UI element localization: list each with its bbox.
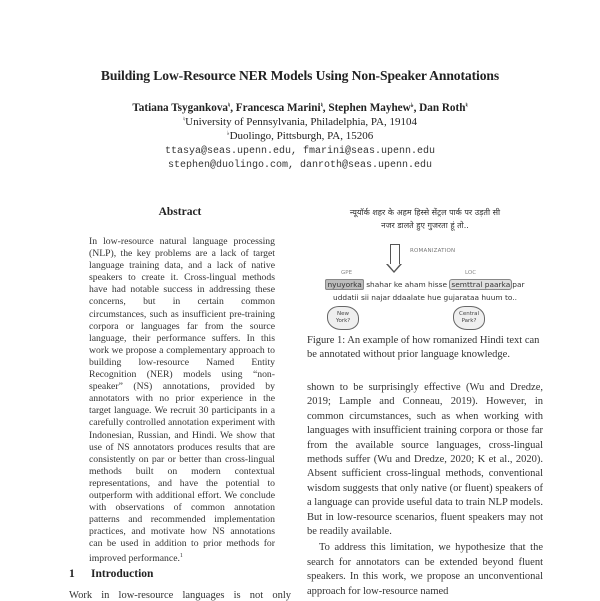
- author-list: Tatiana Tsygankova♮, Francesca Marini♮, Stephen Mayhew♭, Dan Roth♮: [132, 102, 468, 114]
- section-number: 1: [69, 568, 75, 580]
- romanized-line-1: [305, 280, 545, 289]
- author-name: Dan Roth: [419, 102, 466, 114]
- romanized-line-2: uddatii sii najar ddaalate hue gujarataa huum to..: [333, 293, 517, 302]
- affiliation-upenn: [0, 116, 600, 128]
- paper-title: Building Low-Resource NER Models Using Non-Speaker Annotations: [100, 68, 500, 83]
- cloud-text: York?: [335, 318, 351, 324]
- email-line-2: stephen@duolingo.com, danroth@seas.upenn.edu: [167, 160, 433, 171]
- footnote-mark: 1: [179, 553, 183, 560]
- affiliation-duolingo: [0, 130, 600, 142]
- entity-highlight-gpe: nyuyorka: [327, 280, 362, 289]
- cloud-text: New: [337, 311, 349, 317]
- affiliation-text: University of Pennsylvania, Philadelphia, PA, 19104: [185, 116, 417, 128]
- email-line-1: ttasya@seas.upenn.edu, fmarini@seas.upenn.edu: [164, 146, 436, 157]
- figure-1: [305, 204, 545, 354]
- cloud-text: Central: [458, 311, 480, 317]
- romanization-label: ROMANIZATION: [410, 248, 456, 254]
- section-title: Introduction: [91, 568, 154, 580]
- gpe-tag: GPE: [341, 270, 353, 276]
- thought-cloud-central-park: [453, 306, 485, 330]
- author-name: Stephen Mayhew: [328, 102, 411, 114]
- section-heading-introduction: [69, 568, 153, 580]
- thought-cloud-new-york: [327, 306, 359, 330]
- abstract-heading: Abstract: [158, 206, 202, 218]
- cloud-text: Park?: [461, 318, 477, 324]
- paragraph: To address this limitation, we hypothesize that the search for annotators can be extended beyond fluent speakers. In this work, we propose an unconventional approach for low-resource named: [307, 542, 543, 597]
- loc-tag: LOC: [465, 270, 477, 276]
- figure-1-caption: Figure 1: An example of how romanized Hindi text can be annotated without prior language knowledge.: [307, 335, 540, 360]
- affiliation-mark: ♮: [228, 103, 231, 109]
- abstract-body: [89, 236, 275, 566]
- hindi-text-line-1: न्यूयॉर्क शहर के अहम हिस्से सेंट्रल पार्क पर उड़ती सी: [349, 208, 501, 217]
- hindi-text-line-2: नजर डालते हुए गुजरता हूं तो..: [381, 221, 469, 230]
- affiliation-mark: ♭: [410, 103, 414, 109]
- author-name: Francesca Marini: [235, 102, 321, 114]
- romanized-text: shahar ke aham hisse: [363, 280, 450, 289]
- down-arrow-icon: [390, 244, 400, 265]
- entity-highlight-loc: semttral paarka: [451, 280, 511, 289]
- romanized-text: par: [512, 280, 525, 289]
- affiliation-mark: ♮: [320, 103, 323, 109]
- right-column-body: [307, 381, 543, 599]
- affiliation-mark: ♮: [465, 103, 468, 109]
- abstract-text: In low-resource natural language processing (NLP), the key problems are a lack of target language training data, and a lack of native speakers to create it. Cross-lingual methods have had notable success in addressing these concerns, but in certain common circumstances, such as insufficient pre-training corpora or languages far from the source language, their performance suffers. In this work we propose a complementary approach to building low-resource Named Entity Recognition (NER) models using “non-speaker” (NS) annotations, provided by annotators with no prior experience in the target language. We recruit 30 participants in a carefully controlled annotation experiment with Indonesian, Russian, and Hindi. We show that use of NS annotators produces results that are consistently on par or better than cross-lingual methods built on modern contextual representations, and have the potential to outperform with additional effort. We conclude with observations of common annotation patterns and recommended implementation practices, and motivate how NS annotations can be used in addition to prior methods for improved performance.: [89, 236, 275, 565]
- affiliation-mark: ♮: [183, 117, 186, 123]
- affiliation-text: Duolingo, Pittsburgh, PA, 15206: [229, 130, 374, 142]
- author-name: Tatiana Tsygankova: [132, 102, 229, 114]
- arrow-head-icon: [386, 264, 402, 273]
- affiliation-mark: ♭: [226, 131, 230, 137]
- introduction-first-line: Work in low-resource languages is not only: [69, 590, 291, 601]
- paragraph: shown to be surprisingly effective (Wu and Dredze, 2019; Lample and Conneau, 2019). However, in common circumstances, such as when working with languages with insufficient training corpora or those far from the available source languages, cross-lingual methods suffer (Wu and Dredze, 2020; K et al., 2020). Absent sufficient cross-lingual methods, conventional wisdom suggests that only native (or fluent) speakers of a language can provide useful data to train NLP models. But in low-resource scenarios, fluent speakers may not be readily available.: [307, 382, 543, 538]
